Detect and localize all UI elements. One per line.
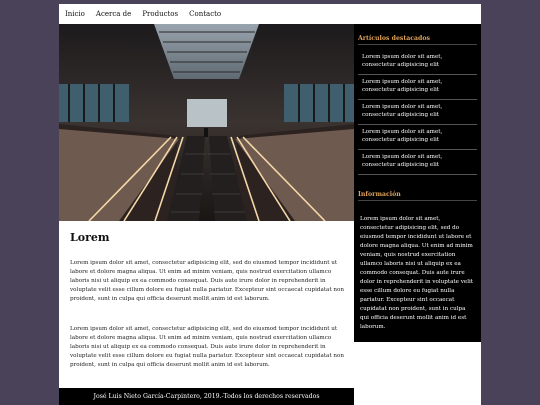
sidebar bbox=[354, 24, 481, 342]
featured-item[interactable]: Lorem ipsum dolor sit amet, consectetur adipisicing elit bbox=[358, 150, 477, 175]
info-heading: Información bbox=[358, 191, 477, 201]
nav-link-productos[interactable]: Productos bbox=[142, 10, 179, 18]
nav-link-contacto[interactable]: Contacto bbox=[189, 10, 222, 18]
top-nav bbox=[59, 4, 481, 25]
hero-image bbox=[59, 24, 354, 221]
featured-item[interactable]: Lorem ipsum dolor sit amet, consectetur adipisicing elit bbox=[358, 75, 477, 100]
article-paragraph-1: Lorem ipsum dolor sit amet, consectetur adipisicing elit, sed do eiusmod tempor incididunt ut labore et dolore magna aliqua. Ut enim ad minim veniam, quis nostrud exercitation ullamco laboris nisi ut aliquip ex ea commodo consequat. Duis aute irure dolor in reprehenderit in voluptate velit esse cillum dolore eu fugiat nulla pariatur. Excepteur sint occaecat cupidatat non proident, sunt in culpa qui officia deserunt mollit anim id est laborum. bbox=[70, 260, 344, 302]
main-content bbox=[59, 221, 354, 388]
featured-item[interactable]: Lorem ipsum dolor sit amet, consectetur adipisicing elit bbox=[358, 100, 477, 125]
article-title: Lorem bbox=[70, 231, 110, 244]
escalator-photo bbox=[59, 24, 354, 221]
page-container bbox=[59, 4, 481, 405]
featured-item[interactable]: Lorem ipsum dolor sit amet, consectetur adipisicing elit bbox=[358, 125, 477, 150]
featured-item[interactable]: Lorem ipsum dolor sit amet, consectetur adipisicing elit bbox=[358, 50, 477, 75]
footer-copyright: José Luis Nieto García-Carpintero, 2019.-Todos los derechos reservados bbox=[93, 393, 320, 400]
nav-link-inicio[interactable]: Inicio bbox=[65, 10, 85, 18]
featured-heading: Artículos destacados bbox=[358, 35, 477, 45]
nav-link-acerca-de[interactable]: Acerca de bbox=[95, 10, 132, 18]
footer bbox=[59, 388, 354, 405]
featured-list bbox=[358, 50, 477, 175]
info-text: Lorem ipsum dolor sit amet, consectetur adipisicing elit, sed do eiusmod tempor incididunt ut labore et dolore magna aliqua. Ut enim ad minim veniam, quis nostrud exercitation ullamco laboris nisi ut aliquip ex ea commodo consequat. Duis aute irure dolor in reprehenderit in voluptate velit esse cillum dolore eu fugiat nulla pariatur. Excepteur sint occaecat cupidatat non proident, sunt in culpa qui officia deserunt mollit anim id est laborum. bbox=[360, 216, 474, 330]
article-paragraph-2: Lorem ipsum dolor sit amet, consectetur adipisicing elit, sed do eiusmod tempor incididunt ut labore et dolore magna aliqua. Ut enim ad minim veniam, quis nostrud exercitation ullamco laboris nisi ut aliquip ex ea commodo consequat. Duis aute irure dolor in reprehenderit in voluptate velit esse cillum dolore eu fugiat nulla pariatur. Excepteur sint occaecat cupidatat non proident, sunt in culpa qui officia deserunt mollit anim id est laborum. bbox=[70, 326, 344, 368]
